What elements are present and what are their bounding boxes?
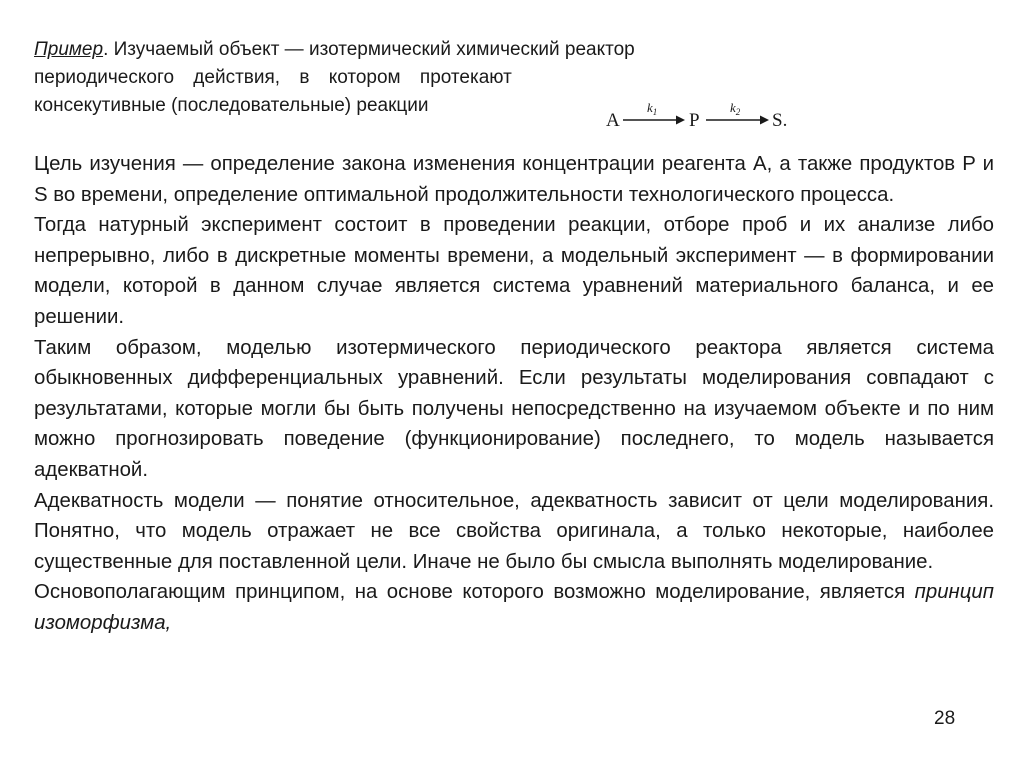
intro-line-2: периодического действия, в котором протекают — [34, 67, 512, 88]
rate-constant-k1: $k_1$ — [647, 100, 658, 117]
page-number: 28 — [934, 708, 956, 729]
rate-constant-k2: $k_2$ — [730, 100, 741, 117]
arrow-1-head — [676, 116, 685, 125]
reaction-scheme — [606, 100, 806, 136]
intro-line-1-text: . Изучаемый объект — изотермический химический реактор — [103, 39, 635, 60]
main-text — [34, 149, 994, 639]
intermediate-p: P — [689, 110, 700, 131]
intro-line-1 — [34, 36, 635, 64]
product-s: S. — [772, 110, 788, 131]
paragraph-model: Таким образом, моделью изотермического периодического реактора является система обыкновенных дифференциальных уравнений. Если результаты моделирования совпадают с результатами, которые могли бы быть получены непосредственно на изучаемом объекте и по ним можно прогнозировать поведение (функционирование) последнего, то модель называется адекватной. — [34, 336, 994, 481]
paragraph-experiment: Тогда натурный эксперимент состоит в проведении реакции, отборе проб и их анализе либо непрерывно, либо в дискретные моменты времени, а модельный эксперимент — в формировании модели, которой в данном случае является система уравнений материального баланса, и ее решении. — [34, 214, 994, 328]
paragraph-principle — [34, 577, 994, 638]
paragraph-adequacy: Адекватность модели — понятие относительное, адекватность зависит от цели моделирования. Понятно, что модель отражает не все свойства оригинала, а только некоторые, наиболее существенные для поставленной цели. Иначе не было бы смысла выполнять моделирование. — [34, 489, 994, 573]
intro-block — [34, 36, 635, 120]
paragraph-principle-text: Основополагающим принципом, на основе которого возможно моделирование, является — [34, 581, 915, 604]
example-label: Пример — [34, 39, 104, 60]
reactant-a: A — [606, 110, 620, 131]
paragraph-goal: Цель изучения — определение закона изменения концентрации реагента A, а также продуктов P и S во времени, определение оптимальной продолжительности технологического процесса. — [34, 153, 994, 206]
intro-line-3: консекутивные (последовательные) реакции — [34, 95, 429, 116]
isomorphism-principle: принцип изоморфизма, — [34, 581, 994, 634]
arrow-2-head — [760, 116, 769, 125]
